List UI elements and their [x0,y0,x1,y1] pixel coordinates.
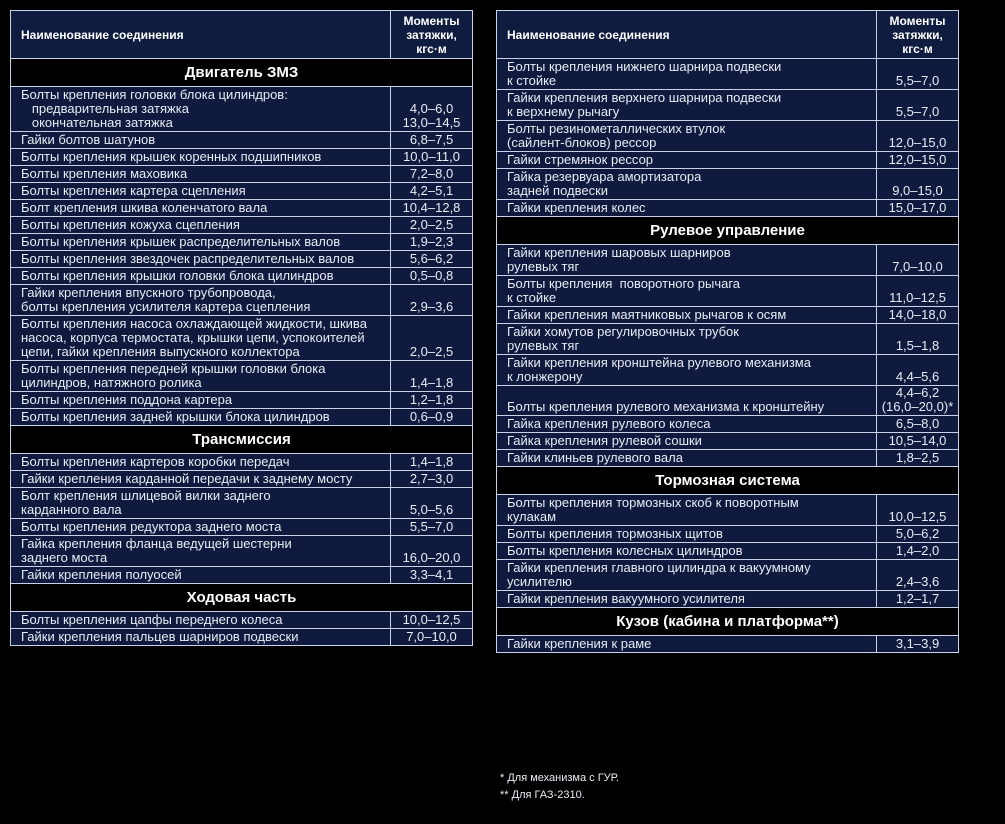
torque-value: 4,4–6,2 (16,0–20,0)* [877,386,959,416]
right-torque-table [496,10,958,653]
table-row [497,543,959,560]
table-row [497,386,959,416]
table-row [11,409,473,426]
connection-name: Гайки крепления к раме [497,636,877,653]
table-row [497,324,959,355]
torque-value: 1,2–1,7 [877,591,959,608]
table-row [11,87,473,132]
section-title: Ходовая часть [11,584,473,612]
connection-name: Болты крепления кожуха сцепления [11,217,391,234]
connection-name: Болты крепления редуктора заднего моста [11,519,391,536]
torque-value: 7,0–10,0 [391,629,473,646]
torque-value: 14,0–18,0 [877,307,959,324]
torque-value: 2,0–2,5 [391,217,473,234]
table-row [497,152,959,169]
connection-name: Гайки крепления вакуумного усилителя [497,591,877,608]
footnote-power-steering: * Для механизма с ГУР. [500,772,619,784]
torque-value: 4,4–5,6 [877,355,959,386]
footnotes [500,770,619,804]
connection-name: Болты резинометаллических втулок (сайлент-блоков) рессор [497,121,877,152]
section-title: Рулевое управление [497,217,959,245]
torque-value: 10,0–11,0 [391,149,473,166]
torque-value: 3,1–3,9 [877,636,959,653]
table-row [11,149,473,166]
connection-name: Гайки хомутов регулировочных трубок рулевых тяг [497,324,877,355]
section-header [497,217,959,245]
torque-value: 2,4–3,6 [877,560,959,591]
torque-value: 6,5–8,0 [877,416,959,433]
torque-value: 2,7–3,0 [391,471,473,488]
connection-name: Гайки болтов шатунов [11,132,391,149]
table-row [497,245,959,276]
connection-name: Гайки крепления карданной передачи к заднему мосту [11,471,391,488]
footnote-gaz-2310: ** Для ГАЗ-2310. [500,789,585,801]
torque-value: 10,0–12,5 [391,612,473,629]
torque-value: 12,0–15,0 [877,121,959,152]
torque-value: 3,3–4,1 [391,567,473,584]
torque-value: 15,0–17,0 [877,200,959,217]
torque-value: 6,8–7,5 [391,132,473,149]
header-connection-name: Наименование соединения [11,11,391,59]
section-title: Тормозная система [497,467,959,495]
connection-name: Болты крепления тормозных скоб к поворотным кулакам [497,495,877,526]
connection-name: Гайка крепления рулевой сошки [497,433,877,450]
table-row [11,285,473,316]
section-header [11,426,473,454]
section-header [11,59,473,87]
torque-value: 4,2–5,1 [391,183,473,200]
header-connection-name: Наименование соединения [497,11,877,59]
table-row [11,567,473,584]
torque-value: 10,0–12,5 [877,495,959,526]
table-row [497,560,959,591]
table-row [497,355,959,386]
table-row [11,471,473,488]
connection-name: Болты крепления рулевого механизма к кронштейну [497,386,877,416]
torque-value: 7,0–10,0 [877,245,959,276]
torque-value: 5,6–6,2 [391,251,473,268]
torque-value: 2,9–3,6 [391,285,473,316]
section-header [497,608,959,636]
table-row [497,307,959,324]
torque-value: 1,4–1,8 [391,361,473,392]
table-row [11,217,473,234]
table-row [11,251,473,268]
table-row [497,121,959,152]
section-title: Трансмиссия [11,426,473,454]
connection-name: Гайки крепления полуосей [11,567,391,584]
connection-name: Болты крепления цапфы переднего колеса [11,612,391,629]
connection-name: Болты крепления поворотного рычага к стойке [497,276,877,307]
torque-value: 1,4–2,0 [877,543,959,560]
table-row [11,234,473,251]
connection-name: Гайки стремянок рессор [497,152,877,169]
torque-value: 12,0–15,0 [877,152,959,169]
torque-value: 1,5–1,8 [877,324,959,355]
connection-name: Гайки крепления верхнего шарнира подвески к верхнему рычагу [497,90,877,121]
connection-name: Болт крепления шкива коленчатого вала [11,200,391,217]
table-row [497,433,959,450]
connection-name: Болт крепления шлицевой вилки заднего карданного вала [11,488,391,519]
table-row [11,316,473,361]
connection-name: Гайки крепления впускного трубопровода, болты крепления усилителя картера сцепления [11,285,391,316]
torque-value: 0,5–0,8 [391,268,473,285]
table-row [11,536,473,567]
connection-name: Гайки крепления маятниковых рычагов к осям [497,307,877,324]
torque-value: 2,0–2,5 [391,316,473,361]
left-torque-table [10,10,472,646]
connection-name: Гайки крепления главного цилиндра к вакуумному усилителю [497,560,877,591]
connection-name: Болты крепления маховика [11,166,391,183]
section-title: Кузов (кабина и платформа**) [497,608,959,636]
connection-name: Болты крепления тормозных щитов [497,526,877,543]
table-row [497,450,959,467]
connection-name: Болты крепления картера сцепления [11,183,391,200]
torque-value: 5,5–7,0 [391,519,473,536]
table-row [497,636,959,653]
torque-value: 5,5–7,0 [877,90,959,121]
table-row [11,629,473,646]
torque-value: 5,0–6,2 [877,526,959,543]
table-row [11,454,473,471]
torque-value: 5,5–7,0 [877,59,959,90]
connection-name: Гайка крепления фланца ведущей шестерни заднего моста [11,536,391,567]
connection-name: Болты крепления колесных цилиндров [497,543,877,560]
table-row [11,268,473,285]
connection-name: Болты крепления крышки головки блока цилиндров [11,268,391,285]
connection-name: Гайка крепления рулевого колеса [497,416,877,433]
table-row [497,169,959,200]
connection-name: Болты крепления задней крышки блока цилиндров [11,409,391,426]
table-row [11,392,473,409]
connection-name: Болты крепления звездочек распределительных валов [11,251,391,268]
table-row [497,591,959,608]
table-row [497,495,959,526]
section-header [497,467,959,495]
connection-name: Болты крепления крышек распределительных валов [11,234,391,251]
table-row [11,132,473,149]
table-row [11,200,473,217]
connection-name: Болты крепления поддона картера [11,392,391,409]
torque-value: 5,0–5,6 [391,488,473,519]
section-header [11,584,473,612]
table-row [11,166,473,183]
header-torque-values: Моменты затяжки, кгс·м [391,11,473,59]
torque-value: 1,2–1,8 [391,392,473,409]
torque-value: 10,4–12,8 [391,200,473,217]
header-torque-values: Моменты затяжки, кгс·м [877,11,959,59]
torque-value: 4,0–6,0 13,0–14,5 [391,87,473,132]
connection-name: Болты крепления насоса охлаждающей жидкости, шкива насоса, корпуса термостата, крышки цепи, успокоителей цепи, гайки крепления выпускного коллектора [11,316,391,361]
torque-value: 11,0–12,5 [877,276,959,307]
connection-name: Гайка резервуара амортизатора задней подвески [497,169,877,200]
torque-value: 9,0–15,0 [877,169,959,200]
table-row [11,488,473,519]
connection-name: Болты крепления передней крышки головки блока цилиндров, натяжного ролика [11,361,391,392]
connection-name: Гайки крепления шаровых шарниров рулевых тяг [497,245,877,276]
table-row [497,90,959,121]
connection-name: Болты крепления картеров коробки передач [11,454,391,471]
torque-value: 0,6–0,9 [391,409,473,426]
table-row [11,361,473,392]
table-row [497,276,959,307]
table-row [497,526,959,543]
connection-name: Гайки клиньев рулевого вала [497,450,877,467]
connection-name: Гайки крепления кронштейна рулевого механизма к лонжерону [497,355,877,386]
torque-value: 10,5–14,0 [877,433,959,450]
torque-value: 7,2–8,0 [391,166,473,183]
torque-value: 1,9–2,3 [391,234,473,251]
connection-name: Болты крепления головки блока цилиндров: предварительная затяжка окончательная затяжка [11,87,391,132]
connection-name: Болты крепления нижнего шарнира подвески к стойке [497,59,877,90]
torque-value: 1,8–2,5 [877,450,959,467]
connection-name: Болты крепления крышек коренных подшипников [11,149,391,166]
torque-value: 1,4–1,8 [391,454,473,471]
table-row [497,416,959,433]
torque-value: 16,0–20,0 [391,536,473,567]
table-row [497,200,959,217]
table-row [11,183,473,200]
table-row [497,59,959,90]
section-title: Двигатель ЗМЗ [11,59,473,87]
table-row [11,519,473,536]
connection-name: Гайки крепления колес [497,200,877,217]
connection-name: Гайки крепления пальцев шарниров подвески [11,629,391,646]
table-row [11,612,473,629]
